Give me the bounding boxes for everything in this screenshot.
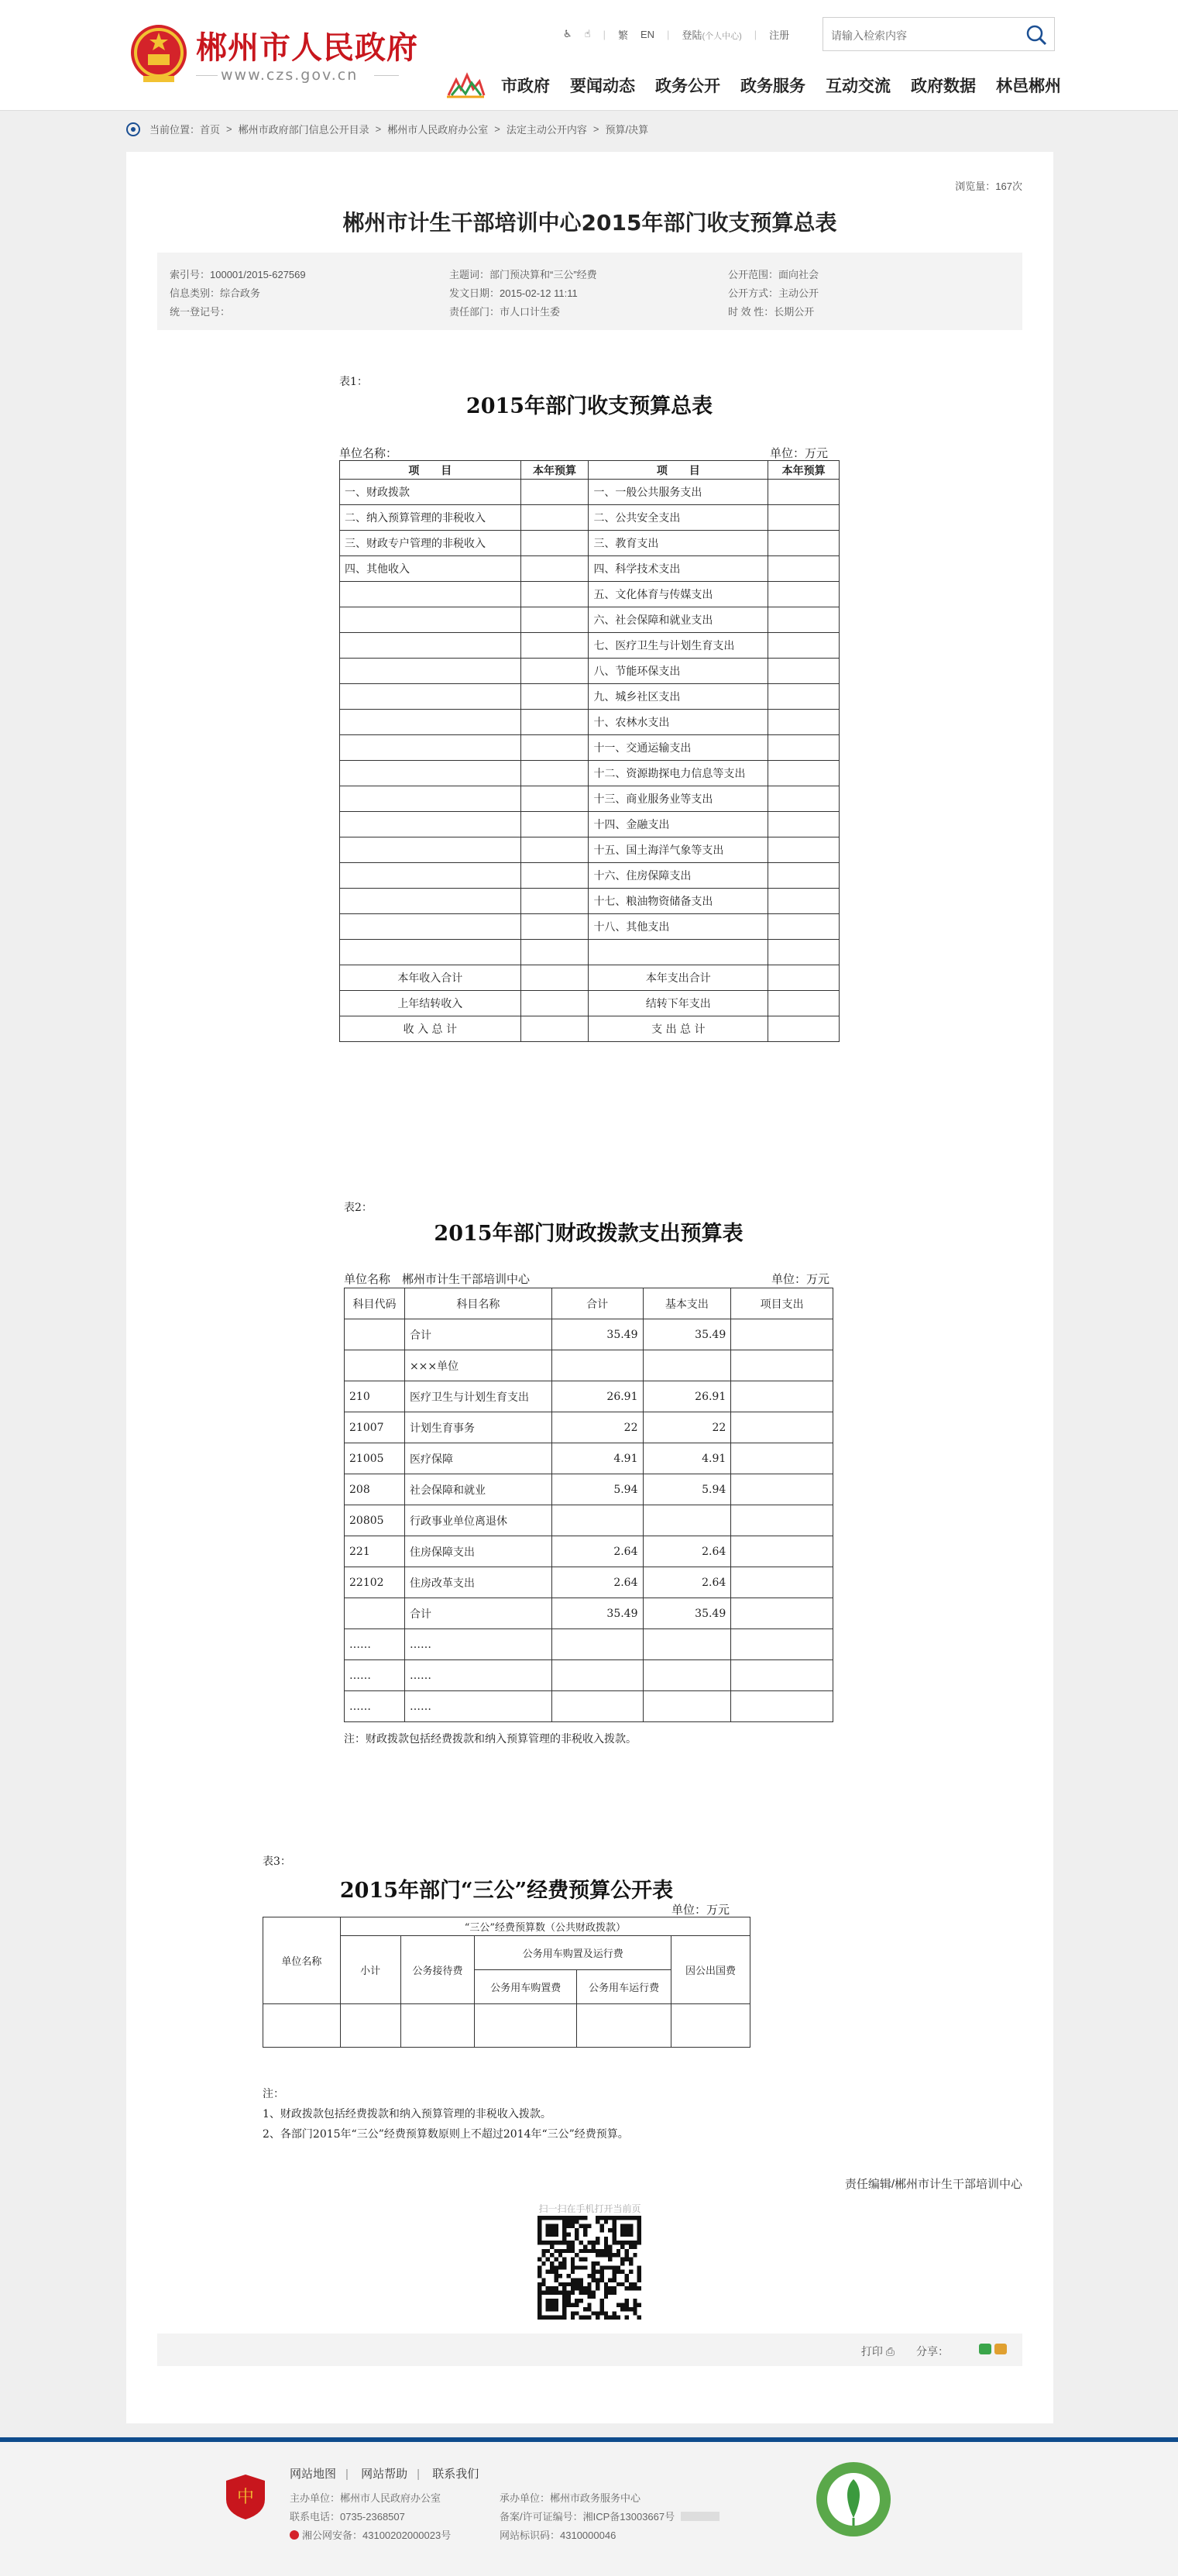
share-bar [157,2334,1022,2366]
t1-total-expense-label: 支 出 总 计 [589,1016,768,1042]
t1-income-item: 二、纳入预算管理的非税收入 [340,505,521,531]
t2-name: 社会保障和就业 [404,1474,551,1505]
t2-total: 2.64 [551,1536,643,1567]
t2-basic: 35.49 [643,1598,731,1629]
t2-name: 合计 [404,1598,551,1629]
t1-expense-item: 十三、商业服务业等支出 [589,786,768,812]
table3-notes [263,2084,629,2144]
t1-income-item [340,735,521,761]
table-row [340,991,840,1016]
t1-income-budget [520,786,589,812]
breadcrumb-label: 当前位置： [149,124,201,136]
meta-scope: 公开范围：面向社会 [728,269,819,280]
t2-basic [643,1660,731,1691]
table-row [340,863,840,889]
t1-income-item [340,786,521,812]
breadcrumb-office[interactable]: 郴州市人民政府办公室 [387,124,489,136]
footer-icp[interactable]: 备案/许可证编号：湘ICP备13003667号 [500,2509,720,2523]
footer-undertake: 承办单位：郴州市政务服务中心 [500,2492,641,2504]
t2-basic [643,1691,731,1722]
site-title: 郴州市人民政府 [196,30,418,66]
three-public-expenses-table [263,1917,750,2048]
t1-expense-budget [768,786,840,812]
meta-dept: 责任部门：市人口计生委 [449,306,561,318]
nav-government-affairs-open[interactable]: 政务公开 [655,77,720,95]
t1-expense-budget [768,914,840,940]
t1-total-expense-value [768,1016,840,1042]
t2-code: 22102 [345,1567,405,1598]
t1-income-budget [520,863,589,889]
table-row [345,1567,833,1598]
t1-expense-item: 十一、交通运输支出 [589,735,768,761]
t1-income-item [340,837,521,863]
note-line: 2、各部门2015年“三公”经费预算数原则上不超过2014年“三公”经费预算。 [263,2128,629,2141]
t2-name: 医疗保障 [404,1443,551,1474]
t2-code: 21005 [345,1443,405,1474]
t2-header-code: 科目代码 [345,1288,405,1319]
t2-name: …… [404,1660,551,1691]
t2-basic: 4.91 [643,1443,731,1474]
table2-label: 表2： [344,1202,373,1214]
t1-income-item [340,914,521,940]
breadcrumb: 当前位置： 首页 > 郴州市政府部门信息公开目录 > 郴州市人民政府办公室 > 法定主动公开内容 > 预算/决算 [126,122,648,136]
t3-header-vehicle: 公务用车购置及运行费 [475,1936,671,1970]
t2-project [731,1691,833,1722]
footer-help-link[interactable]: 网站帮助 [361,2468,408,2481]
t2-code: 210 [345,1381,405,1412]
breadcrumb-directory[interactable]: 郴州市政府部门信息公开目录 [238,124,369,136]
table3-title: 2015年部门“三公”经费预算公开表 [339,1879,674,1903]
t1-income-item: 三、财政专户管理的非税收入 [340,531,521,556]
t1-expense-budget [768,659,840,684]
search-box[interactable] [823,17,1055,51]
t1-total-expense-value [768,965,840,991]
t2-project [731,1536,833,1567]
site-footer [0,2442,1178,2576]
t1-income-item [340,710,521,735]
table-row [340,684,840,710]
table-row [345,1629,833,1660]
nav-linyi-chenzhou[interactable]: 林邑郴州 [996,77,1061,95]
t1-income-item [340,582,521,607]
t1-total-income-value [520,965,589,991]
footer-tel: 联系电话：0735-2368507 [290,2511,405,2523]
register-link[interactable]: 注册 [769,29,790,41]
table-row [345,1505,833,1536]
t1-expense-item: 十八、其他支出 [589,914,768,940]
table-row [340,837,840,863]
table-row [345,1412,833,1443]
table-row [345,1536,833,1567]
article-title: 郴州市计生干部培训中心2015年部门收支预算总表 [342,210,837,236]
t1-expense-budget [768,582,840,607]
table-row [345,1381,833,1412]
t2-basic [643,1505,731,1536]
t2-basic [643,1629,731,1660]
footer-host: 主办单位：郴州市人民政府办公室 [290,2492,441,2504]
t1-income-budget [520,684,589,710]
t1-income-budget [520,633,589,659]
t2-project [731,1629,833,1660]
t1-expense-item: 三、教育支出 [589,531,768,556]
t2-code: 21007 [345,1412,405,1443]
footer-links: 网站地图 | 网站帮助 | 联系我们 [290,2468,479,2481]
t2-project [731,1412,833,1443]
table-row [340,786,840,812]
qr-caption: 扫一扫在手机打开当前页 [538,2203,641,2214]
t1-total-expense-label: 结转下年支出 [589,991,768,1016]
t1-header-budget: 本年预算 [520,461,589,480]
print-button[interactable]: 打印 ⎙ [860,2345,895,2358]
nav-government-services[interactable]: 政务服务 [740,77,805,95]
t1-header-item: 项 目 [340,461,521,480]
t1-expense-item: 十四、金融支出 [589,812,768,837]
t2-header-project: 项目支出 [731,1288,833,1319]
t1-income-budget [520,812,589,837]
t1-expense-budget [768,889,840,914]
t2-code: …… [345,1629,405,1660]
t3-header-vehicle-running: 公务用车运行费 [577,1970,671,2004]
t3-header-vehicle-purchase: 公务用车购置费 [475,1970,577,2004]
t2-total [551,1691,643,1722]
search-input[interactable]: 请输入检索内容 [831,29,907,42]
weibo-icon[interactable] [994,2344,1007,2354]
t2-code [345,1598,405,1629]
site-header [0,0,1178,111]
t1-expense-item: 八、节能环保支出 [589,659,768,684]
t2-project [731,1350,833,1381]
t1-expense-budget [768,505,840,531]
t1-expense-item: 四、科学技术支出 [589,556,768,582]
t2-project [731,1660,833,1691]
t2-code: 221 [345,1536,405,1567]
table-row [340,582,840,607]
t3-header-subtotal: 小计 [340,1936,400,2004]
share-label: 分享： [916,2345,949,2358]
gov-badge-icon[interactable] [225,2473,266,2521]
t2-basic: 2.64 [643,1536,731,1567]
meta-uni-code: 统一登记号： [170,306,231,318]
t2-basic: 5.94 [643,1474,731,1505]
t2-total [551,1505,643,1536]
table-row [340,633,840,659]
search-icon[interactable] [1025,23,1048,46]
nav-interaction[interactable]: 互动交流 [826,77,891,95]
table1-unit-name: 单位名称： [339,446,398,460]
t1-expense-item: 九、城乡社区支出 [589,684,768,710]
t2-name: ×××单位 [404,1350,551,1381]
t1-income-item [340,889,521,914]
t1-total-income-value [520,991,589,1016]
table-row [340,965,840,991]
t1-income-budget [520,837,589,863]
t1-expense-budget [768,812,840,837]
t2-project [731,1598,833,1629]
t1-income-budget [520,556,589,582]
t1-expense-budget [768,633,840,659]
t3-header-unit: 单位名称 [263,1917,341,2004]
table-row [340,940,840,965]
t1-total-income-label: 收 入 总 计 [340,1016,521,1042]
t1-income-budget [520,531,589,556]
table-row [263,2004,750,2048]
table3-label: 表3： [263,1855,291,1868]
table2-title: 2015年部门财政拨款支出预算表 [434,1222,744,1246]
table-row [340,1016,840,1042]
site-url: www.czs.gov.cn [221,67,359,84]
table-row [340,914,840,940]
t1-income-item [340,940,521,965]
table-row [345,1691,833,1722]
t2-project [731,1381,833,1412]
t1-header-budget: 本年预算 [768,461,840,480]
main-nav [445,71,1061,99]
t2-name: 行政事业单位离退休 [404,1505,551,1536]
t1-income-budget [520,914,589,940]
t1-expense-item: 二、公共安全支出 [589,505,768,531]
wechat-icon[interactable] [979,2344,991,2354]
t1-expense-budget [768,556,840,582]
t1-expense-item: 十六、住房保障支出 [589,863,768,889]
t1-expense-budget [768,735,840,761]
t1-expense-item: 七、医疗卫生与计划生育支出 [589,633,768,659]
t1-expense-item [589,940,768,965]
t2-project [731,1505,833,1536]
table-row [345,1598,833,1629]
t1-income-item [340,607,521,633]
t1-total-income-label: 本年收入合计 [340,965,521,991]
t2-project [731,1474,833,1505]
meta-validity: 时 效 性：长期公开 [728,306,815,318]
table-row [345,1319,833,1350]
police-badge-icon [290,2530,299,2540]
t1-expense-item: 六、社会保障和就业支出 [589,607,768,633]
t1-total-income-label: 上年结转收入 [340,991,521,1016]
t2-name: 合计 [404,1319,551,1350]
nav-government-data[interactable]: 政府数据 [911,77,976,95]
table-row [345,1474,833,1505]
t2-header-name: 科目名称 [404,1288,551,1319]
meta-subject: 主题词：部门预决算和“三公”经费 [449,269,597,280]
t2-total: 35.49 [551,1319,643,1350]
qr-code-icon [537,2216,641,2320]
login-link[interactable]: 登陆(个人中心) [682,29,742,41]
footer-police-record[interactable]: 湘公网安备：43100202000023号 [290,2527,451,2542]
t1-total-income-value [520,1016,589,1042]
nav-city-government[interactable]: 市政府 [501,77,550,95]
meta-index: 索引号：100001/2015-627569 [170,269,306,280]
table-row [340,812,840,837]
cnzz-badge-icon [681,2512,720,2521]
income-expense-table [339,460,840,1042]
footer-sitemap-link[interactable]: 网站地图 [290,2468,337,2481]
table-row [340,889,840,914]
t2-code [345,1319,405,1350]
table-row [340,710,840,735]
nav-news[interactable]: 要闻动态 [570,77,635,95]
t2-total: 22 [551,1412,643,1443]
t1-expense-budget [768,761,840,786]
table-row [340,531,840,556]
t2-project [731,1567,833,1598]
t1-header-item: 项 目 [589,461,768,480]
t1-expense-item: 十、农林水支出 [589,710,768,735]
t1-expense-budget [768,684,840,710]
t3-header-group: “三公”经费预算数（公共财政拨款） [340,1917,750,1936]
t2-basic: 35.49 [643,1319,731,1350]
t1-income-budget [520,659,589,684]
t2-code: …… [345,1660,405,1691]
t1-income-item: 一、财政拨款 [340,480,521,505]
accessibility-icon[interactable]: ♿ [563,28,572,40]
article-panel [126,152,1053,2423]
t2-total: 2.64 [551,1567,643,1598]
t2-total [551,1350,643,1381]
table2-unit-name: 单位名称 郴州市计生干部培训中心 [344,1272,531,1286]
city-mark-icon [445,72,486,98]
table1-label: 表1： [339,376,368,388]
t2-code: 208 [345,1474,405,1505]
t2-header-basic: 基本支出 [643,1288,731,1319]
english-link[interactable]: EN [640,28,655,40]
t1-expense-item: 十二、资源勘探电力信息等支出 [589,761,768,786]
t1-income-budget [520,505,589,531]
t1-expense-budget [768,837,840,863]
table-row [340,761,840,786]
t1-total-expense-value [768,991,840,1016]
table-row [345,1660,833,1691]
table2-unit: 单位：万元 [771,1272,830,1286]
t1-income-item [340,812,521,837]
t1-income-budget [520,607,589,633]
t1-income-budget [520,480,589,505]
t2-name: 医疗卫生与计划生育支出 [404,1381,551,1412]
table-row [340,607,840,633]
t2-name: …… [404,1629,551,1660]
t1-expense-budget [768,607,840,633]
table-row [345,1443,833,1474]
t1-income-item [340,659,521,684]
t1-income-budget [520,735,589,761]
t1-expense-item: 一、一般公共服务支出 [589,480,768,505]
top-toolbar: ♿ ☝ | 繁 EN | 登陆(个人中心) | 注册 [563,28,790,41]
table-row [340,556,840,582]
t2-header-total: 合计 [551,1288,643,1319]
t2-code: 20805 [345,1505,405,1536]
t1-income-budget [520,940,589,965]
location-pin-icon [126,122,140,136]
t1-income-item [340,684,521,710]
t2-project [731,1443,833,1474]
table-row [340,659,840,684]
svg-text:中: 中 [236,2488,255,2507]
t3-header-abroad: 因公出国费 [671,1936,750,2004]
site-logo[interactable] [128,19,453,93]
t2-total: 4.91 [551,1443,643,1474]
view-count: 浏览量：167次 [955,181,1022,192]
t1-expense-budget [768,710,840,735]
table-row [340,505,840,531]
footer-site-code: 网站标识码：4310000046 [500,2530,616,2541]
t1-income-budget [520,889,589,914]
t2-total: 5.94 [551,1474,643,1505]
t2-basic [643,1350,731,1381]
t2-total: 26.91 [551,1381,643,1412]
note-line: 注： [263,2088,284,2100]
t1-expense-budget [768,863,840,889]
civilized-site-seal-icon[interactable] [815,2461,892,2538]
t1-expense-item: 十七、粮油物资储备支出 [589,889,768,914]
breadcrumb-content[interactable]: 法定主动公开内容 [506,124,587,136]
t1-expense-item: 十五、国土海洋气象等支出 [589,837,768,863]
breadcrumb-budget[interactable]: 预算/决算 [605,124,649,136]
t2-basic: 2.64 [643,1567,731,1598]
t2-total [551,1660,643,1691]
meta-category: 信息类别：综合政务 [170,287,261,299]
t2-code [345,1350,405,1381]
t1-income-item [340,633,521,659]
t1-total-expense-label: 本年支出合计 [589,965,768,991]
responsible-editor: 责任编辑/郴州市计生干部培训中心 [844,2178,1022,2191]
traditional-chinese-link[interactable]: 繁 [617,29,628,41]
table1-unit: 单位：万元 [770,446,829,460]
appropriation-table [344,1288,833,1722]
t1-expense-budget [768,480,840,505]
note-line: 1、财政拨款包括经费拨款和纳入预算管理的非税收入拨款。 [263,2108,551,2120]
t1-income-item [340,863,521,889]
t1-income-item: 四、其他收入 [340,556,521,582]
t1-income-budget [520,710,589,735]
meta-mode: 公开方式：主动公开 [728,287,819,299]
elder-mode-icon[interactable]: ☝ [584,28,591,40]
table-row [345,1350,833,1381]
breadcrumb-home[interactable]: 首页 [200,124,221,136]
t2-total [551,1629,643,1660]
t1-expense-item: 五、文化体育与传媒支出 [589,582,768,607]
t1-income-item [340,761,521,786]
table-row [340,735,840,761]
national-emblem-icon [128,22,190,87]
t2-code: …… [345,1691,405,1722]
table1-title: 2015年部门收支预算总表 [465,394,713,418]
t2-project [731,1319,833,1350]
table-row [340,480,840,505]
t1-income-budget [520,582,589,607]
t3-header-reception: 公务接待费 [400,1936,475,2004]
t2-basic: 26.91 [643,1381,731,1412]
t2-name: 住房保障支出 [404,1536,551,1567]
t2-total: 35.49 [551,1598,643,1629]
t2-name: 计划生育事务 [404,1412,551,1443]
t2-name: 住房改革支出 [404,1567,551,1598]
t2-basic: 22 [643,1412,731,1443]
meta-date: 发文日期：2015-02-12 11:11 [449,287,578,299]
table2-note: 注：财政拨款包括经费拨款和纳入预算管理的非税收入拨款。 [344,1733,637,1745]
t1-expense-budget [768,531,840,556]
article-meta [157,253,1022,330]
table3-unit: 单位：万元 [671,1903,730,1917]
t2-name: …… [404,1691,551,1722]
printer-icon: ⎙ [885,2345,895,2358]
t1-income-budget [520,761,589,786]
footer-contact-link[interactable]: 联系我们 [432,2468,479,2481]
t1-expense-budget [768,940,840,965]
